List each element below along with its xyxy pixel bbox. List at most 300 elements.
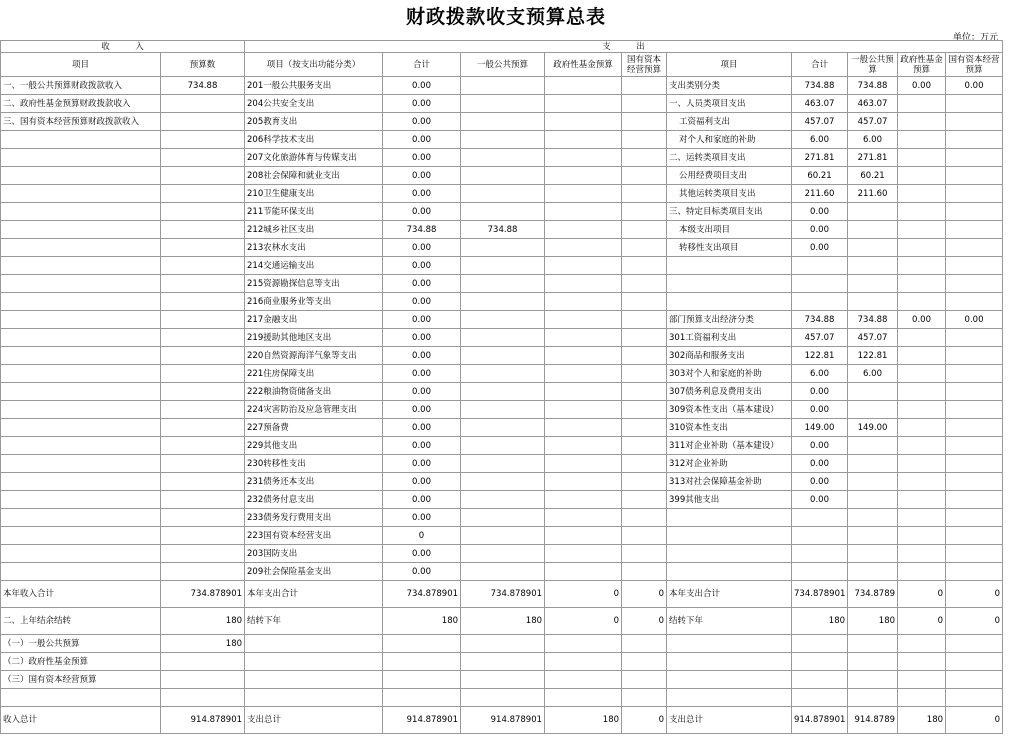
table-row	[1, 95, 1003, 113]
cell-ft: 0.00	[383, 293, 461, 311]
cell-ib	[161, 149, 245, 167]
cell-es	[946, 221, 1003, 239]
cell-eg: 463.07	[848, 95, 898, 113]
cell-fg	[461, 401, 545, 419]
cell-fg	[461, 203, 545, 221]
cell-fs	[622, 131, 667, 149]
cell-ff	[545, 149, 622, 167]
cell-ib	[161, 113, 245, 131]
cell-ef	[898, 437, 946, 455]
cell-et: 914.878901	[792, 707, 848, 734]
cell-fg	[461, 275, 545, 293]
cell-ib: 180	[161, 608, 245, 635]
cell-fs	[622, 383, 667, 401]
cell-ib	[161, 455, 245, 473]
cell-ft: 0.00	[383, 203, 461, 221]
cell-es: 0	[946, 608, 1003, 635]
cell-fs	[622, 653, 667, 671]
cell-ib	[161, 347, 245, 365]
cell-eg	[848, 455, 898, 473]
cell-es	[946, 167, 1003, 185]
cell-ii	[1, 491, 161, 509]
cell-eg: 60.21	[848, 167, 898, 185]
cell-ei	[667, 653, 792, 671]
cell-fi: 211节能环保支出	[245, 203, 383, 221]
cell-fs	[622, 347, 667, 365]
cell-fg	[461, 473, 545, 491]
cell-ff	[545, 653, 622, 671]
cell-ft: 0.00	[383, 113, 461, 131]
cell-fi: 203国防支出	[245, 545, 383, 563]
cell-eg	[848, 653, 898, 671]
cell-eg	[848, 689, 898, 707]
cell-fi: 210卫生健康支出	[245, 185, 383, 203]
table-row	[1, 131, 1003, 149]
cell-eg: 6.00	[848, 131, 898, 149]
cell-ei	[667, 257, 792, 275]
cell-ef	[898, 689, 946, 707]
cell-ef	[898, 419, 946, 437]
cell-ft: 0.00	[383, 365, 461, 383]
cell-ft: 734.878901	[383, 581, 461, 608]
cell-et: 0.00	[792, 401, 848, 419]
cell-et: 6.00	[792, 365, 848, 383]
cell-ii	[1, 275, 161, 293]
cell-es	[946, 329, 1003, 347]
cell-fg	[461, 167, 545, 185]
cell-ft: 0.00	[383, 95, 461, 113]
cell-fi: 本年支出合计	[245, 581, 383, 608]
cell-fi: 231债务还本支出	[245, 473, 383, 491]
cell-ff	[545, 527, 622, 545]
cell-ff	[545, 167, 622, 185]
cell-ib	[161, 167, 245, 185]
cell-ei: 310资本性支出	[667, 419, 792, 437]
table-row	[1, 221, 1003, 239]
cell-fg	[461, 113, 545, 131]
cell-ei	[667, 293, 792, 311]
cell-ff	[545, 293, 622, 311]
cell-fi: 201一般公共服务支出	[245, 77, 383, 95]
cell-ii	[1, 473, 161, 491]
cell-ii: （三）国有资本经营预算	[1, 671, 161, 689]
cell-et: 463.07	[792, 95, 848, 113]
cell-ii	[1, 131, 161, 149]
cell-ii	[1, 689, 161, 707]
col-total: 合计	[383, 53, 461, 77]
cell-ff: 0	[545, 608, 622, 635]
cell-ii	[1, 383, 161, 401]
cell-eg	[848, 293, 898, 311]
cell-ft: 0.00	[383, 239, 461, 257]
carry-row	[1, 608, 1003, 635]
cell-eg: 149.00	[848, 419, 898, 437]
cell-et	[792, 653, 848, 671]
cell-ff	[545, 563, 622, 581]
table-row	[1, 455, 1003, 473]
cell-ii: 三、国有资本经营预算财政拨款收入	[1, 113, 161, 131]
cell-es	[946, 473, 1003, 491]
cell-fs	[622, 509, 667, 527]
cell-fs	[622, 419, 667, 437]
cell-ei	[667, 671, 792, 689]
cell-ff	[545, 347, 622, 365]
table-row	[1, 473, 1003, 491]
cell-eg	[848, 221, 898, 239]
cell-es	[946, 113, 1003, 131]
cell-ei: 工资福利支出	[667, 113, 792, 131]
budget-table	[0, 40, 1003, 734]
blank-row	[1, 689, 1003, 707]
cell-ei	[667, 275, 792, 293]
table-row	[1, 509, 1003, 527]
cell-ib	[161, 95, 245, 113]
cell-es	[946, 527, 1003, 545]
cell-ei: 结转下年	[667, 608, 792, 635]
cell-ff	[545, 311, 622, 329]
cell-eg: 734.8789	[848, 581, 898, 608]
cell-et: 271.81	[792, 149, 848, 167]
cell-ef	[898, 635, 946, 653]
cell-ft: 0.00	[383, 347, 461, 365]
cell-ib	[161, 311, 245, 329]
table-row	[1, 383, 1003, 401]
cell-et: 0.00	[792, 203, 848, 221]
cell-ii	[1, 167, 161, 185]
cell-fs	[622, 311, 667, 329]
cell-et: 734.88	[792, 77, 848, 95]
cell-et: 0.00	[792, 437, 848, 455]
cell-es: 0	[946, 581, 1003, 608]
col-state: 国有资本经营预算	[622, 53, 667, 77]
cell-fi: 221住房保障支出	[245, 365, 383, 383]
cell-ft: 180	[383, 608, 461, 635]
cell-es	[946, 149, 1003, 167]
expense-group-header: 支 出	[245, 41, 1003, 53]
cell-ei	[667, 545, 792, 563]
cell-et	[792, 545, 848, 563]
cell-ei: 本年支出合计	[667, 581, 792, 608]
cell-fs	[622, 257, 667, 275]
cell-et: 60.21	[792, 167, 848, 185]
cell-ii	[1, 185, 161, 203]
cell-ii	[1, 545, 161, 563]
cell-ft	[383, 671, 461, 689]
cell-es	[946, 293, 1003, 311]
cell-es	[946, 545, 1003, 563]
cell-eg: 457.07	[848, 113, 898, 131]
cell-ib	[161, 473, 245, 491]
cell-ff: 180	[545, 707, 622, 734]
cell-eg	[848, 383, 898, 401]
cell-et	[792, 689, 848, 707]
cell-ft: 0.00	[383, 473, 461, 491]
cell-ff	[545, 419, 622, 437]
cell-fi: 支出总计	[245, 707, 383, 734]
cell-ib: 734.878901	[161, 581, 245, 608]
col-fund: 政府性基金预算	[545, 53, 622, 77]
cell-es	[946, 509, 1003, 527]
cell-eg	[848, 239, 898, 257]
cell-et: 0.00	[792, 473, 848, 491]
cell-ib	[161, 293, 245, 311]
cell-et: 0.00	[792, 383, 848, 401]
cell-ii	[1, 401, 161, 419]
cell-ef	[898, 383, 946, 401]
cell-ii: 一、一般公共预算财政拨款收入	[1, 77, 161, 95]
cell-ei: 302商品和服务支出	[667, 347, 792, 365]
cell-ff	[545, 401, 622, 419]
cell-et: 457.07	[792, 329, 848, 347]
cell-ft: 0.00	[383, 167, 461, 185]
table-row	[1, 167, 1003, 185]
cell-ei: 二、运转类项目支出	[667, 149, 792, 167]
cell-et: 122.81	[792, 347, 848, 365]
cell-eg	[848, 635, 898, 653]
cell-ii	[1, 509, 161, 527]
cell-ef: 0.00	[898, 77, 946, 95]
cell-fs	[622, 671, 667, 689]
cell-ib	[161, 689, 245, 707]
cell-ef	[898, 221, 946, 239]
cell-ff	[545, 365, 622, 383]
cell-fs	[622, 689, 667, 707]
cell-eg: 271.81	[848, 149, 898, 167]
cell-ib	[161, 131, 245, 149]
cell-ii	[1, 257, 161, 275]
cell-ii	[1, 527, 161, 545]
cell-ef	[898, 509, 946, 527]
cell-et	[792, 509, 848, 527]
table-row	[1, 527, 1003, 545]
cell-ii	[1, 365, 161, 383]
cell-fs	[622, 437, 667, 455]
cell-fs: 0	[622, 608, 667, 635]
cell-fs	[622, 491, 667, 509]
cell-fs	[622, 167, 667, 185]
cell-ff	[545, 131, 622, 149]
year-total-row	[1, 581, 1003, 608]
cell-fi: 208社会保障和就业支出	[245, 167, 383, 185]
cell-fs	[622, 77, 667, 95]
cell-ef	[898, 491, 946, 509]
cell-ii	[1, 293, 161, 311]
cell-ef: 0	[898, 608, 946, 635]
cell-fg	[461, 293, 545, 311]
cell-fs	[622, 473, 667, 491]
cell-fg	[461, 455, 545, 473]
cell-ib: 734.88	[161, 77, 245, 95]
cell-ft	[383, 653, 461, 671]
cell-ei: 本级支出项目	[667, 221, 792, 239]
table-row	[1, 113, 1003, 131]
cell-fg: 180	[461, 608, 545, 635]
cell-ft	[383, 689, 461, 707]
table-row	[1, 491, 1003, 509]
table-row	[1, 185, 1003, 203]
cell-fs	[622, 401, 667, 419]
cell-fi: 206科学技术支出	[245, 131, 383, 149]
cell-fg	[461, 689, 545, 707]
cell-fs: 0	[622, 581, 667, 608]
cell-ib	[161, 563, 245, 581]
cell-ii	[1, 221, 161, 239]
cell-ff	[545, 437, 622, 455]
cell-ff	[545, 95, 622, 113]
cell-fg	[461, 257, 545, 275]
cell-ft: 0.00	[383, 455, 461, 473]
cell-ff	[545, 221, 622, 239]
cell-fs	[622, 455, 667, 473]
cell-eg: 457.07	[848, 329, 898, 347]
cell-es	[946, 257, 1003, 275]
cell-eg	[848, 203, 898, 221]
cell-ff: 0	[545, 581, 622, 608]
cell-ii: （一）一般公共预算	[1, 635, 161, 653]
cell-eg: 6.00	[848, 365, 898, 383]
cell-fg	[461, 239, 545, 257]
cell-es	[946, 383, 1003, 401]
cell-ef	[898, 347, 946, 365]
cell-fg	[461, 509, 545, 527]
cell-fs	[622, 545, 667, 563]
cell-fi	[245, 689, 383, 707]
cell-ff	[545, 203, 622, 221]
cell-es: 0.00	[946, 311, 1003, 329]
cell-et: 0.00	[792, 491, 848, 509]
cell-ef	[898, 455, 946, 473]
cell-ef	[898, 131, 946, 149]
cell-et: 211.60	[792, 185, 848, 203]
cell-es	[946, 689, 1003, 707]
cell-ii: 收入总计	[1, 707, 161, 734]
cell-ii: 二、政府性基金预算财政拨款收入	[1, 95, 161, 113]
cell-ib	[161, 491, 245, 509]
cell-ei: 支出类别分类	[667, 77, 792, 95]
cell-eg	[848, 257, 898, 275]
cell-ff	[545, 239, 622, 257]
cell-ei: 309资本性支出（基本建设）	[667, 401, 792, 419]
cell-es	[946, 203, 1003, 221]
cell-ei: 支出总计	[667, 707, 792, 734]
cell-eg	[848, 671, 898, 689]
cell-et	[792, 563, 848, 581]
cell-es	[946, 653, 1003, 671]
cell-fs	[622, 275, 667, 293]
table-row	[1, 437, 1003, 455]
cell-es	[946, 437, 1003, 455]
sub-row	[1, 653, 1003, 671]
cell-ef	[898, 545, 946, 563]
cell-fs	[622, 185, 667, 203]
cell-ib	[161, 365, 245, 383]
cell-ff	[545, 455, 622, 473]
table-row	[1, 365, 1003, 383]
cell-ib	[161, 545, 245, 563]
cell-ef	[898, 149, 946, 167]
cell-fg	[461, 95, 545, 113]
cell-fi: 230转移性支出	[245, 455, 383, 473]
cell-fg	[461, 383, 545, 401]
cell-fg	[461, 653, 545, 671]
cell-fg: 734.88	[461, 221, 545, 239]
cell-fi: 217金融支出	[245, 311, 383, 329]
cell-ff	[545, 509, 622, 527]
cell-fg	[461, 491, 545, 509]
cell-ft: 0.00	[383, 131, 461, 149]
col-econ-item: 项目	[667, 53, 792, 77]
cell-ei: 三、特定目标类项目支出	[667, 203, 792, 221]
cell-fs	[622, 95, 667, 113]
cell-ft: 0.00	[383, 491, 461, 509]
cell-es	[946, 239, 1003, 257]
cell-ef: 0	[898, 581, 946, 608]
cell-eg	[848, 545, 898, 563]
table-row	[1, 419, 1003, 437]
cell-et: 0.00	[792, 239, 848, 257]
cell-ib	[161, 221, 245, 239]
cell-fs	[622, 149, 667, 167]
cell-es	[946, 563, 1003, 581]
cell-es	[946, 455, 1003, 473]
cell-ef	[898, 473, 946, 491]
cell-ei: 311对企业补助（基本建设）	[667, 437, 792, 455]
cell-eg: 180	[848, 608, 898, 635]
cell-fi: 213农林水支出	[245, 239, 383, 257]
cell-fg	[461, 545, 545, 563]
unit-label: 单位：万元	[952, 33, 998, 43]
cell-fs	[622, 113, 667, 131]
cell-ib	[161, 401, 245, 419]
cell-et	[792, 635, 848, 653]
cell-fi: 219援助其他地区支出	[245, 329, 383, 347]
cell-ei: 公用经费项目支出	[667, 167, 792, 185]
cell-ff	[545, 689, 622, 707]
cell-es: 0.00	[946, 77, 1003, 95]
cell-ei: 313对社会保障基金补助	[667, 473, 792, 491]
cell-fg	[461, 311, 545, 329]
cell-fg	[461, 419, 545, 437]
cell-fi	[245, 635, 383, 653]
cell-ei: 307债务利息及费用支出	[667, 383, 792, 401]
table-row	[1, 149, 1003, 167]
cell-fg	[461, 329, 545, 347]
cell-ii	[1, 347, 161, 365]
cell-es	[946, 419, 1003, 437]
cell-ft: 734.88	[383, 221, 461, 239]
col-income-budget: 预算数	[161, 53, 245, 77]
cell-ff	[545, 113, 622, 131]
cell-et	[792, 275, 848, 293]
page-title: 财政拨款收支预算总表	[405, 6, 606, 28]
table-row	[1, 401, 1003, 419]
cell-fi: 227预备费	[245, 419, 383, 437]
cell-fi: 214交通运输支出	[245, 257, 383, 275]
cell-eg: 914.8789	[848, 707, 898, 734]
cell-fi: 216商业服务业等支出	[245, 293, 383, 311]
cell-ff	[545, 77, 622, 95]
cell-eg: 211.60	[848, 185, 898, 203]
cell-ef	[898, 653, 946, 671]
cell-fi	[245, 653, 383, 671]
cell-fi: 204公共安全支出	[245, 95, 383, 113]
cell-fs	[622, 239, 667, 257]
cell-ft: 0.00	[383, 329, 461, 347]
cell-eg	[848, 491, 898, 509]
col-econ-fund: 政府性基金预算	[898, 53, 946, 77]
cell-ef: 180	[898, 707, 946, 734]
cell-es	[946, 671, 1003, 689]
